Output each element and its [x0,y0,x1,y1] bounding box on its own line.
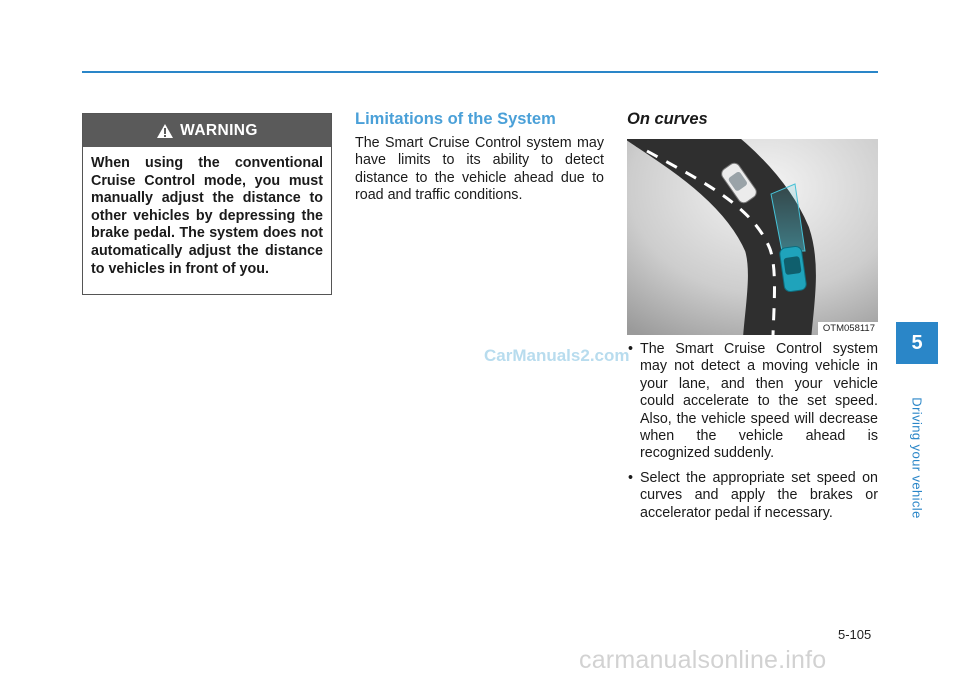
subsection-title: On curves [627,110,708,128]
curve-road-image [627,139,878,335]
footer-watermark: carmanualsonline.info [579,646,827,674]
list-item: • Select the appropriate set speed on curves and apply the brakes or accelerator pedal if necessary. [627,470,878,522]
warning-text [83,147,331,278]
warning-header [83,114,331,147]
section-body: The Smart Cruise Control system may have limits to its ability to detect distance to the vehicle ahead due to road and traffic conditions. [355,135,604,204]
warning-body-end: of you. [222,260,269,277]
chapter-tab: 5 [896,322,938,364]
curve-illustration [627,139,878,335]
page-number: 5-105 [838,627,872,642]
list-item: • The Smart Cruise Control system may not detect a moving vehicle in your lane, and then your vehicle could accelerate to the set speed. Also, the vehicle speed will decrease when the vehicle ahead is recognized suddenly. [627,341,878,463]
figure-code: OTM058117 [818,322,878,335]
section-title: Limitations of the System [355,110,556,128]
warning-triangle-icon [156,123,174,139]
warning-heading: WARNING [180,121,258,139]
watermark: CarManuals2.com [484,346,630,365]
curve-bullets [627,341,878,529]
warning-box [82,113,332,295]
warning-body: When using the conventional Cruise Control mode, you must manually adjust the distance to other vehicles by depressing the brake pedal. The system does not automatically adjust the distance to vehicles in front [91,155,323,277]
top-rule [82,71,878,73]
chapter-label: Driving your vehicle [909,397,925,519]
